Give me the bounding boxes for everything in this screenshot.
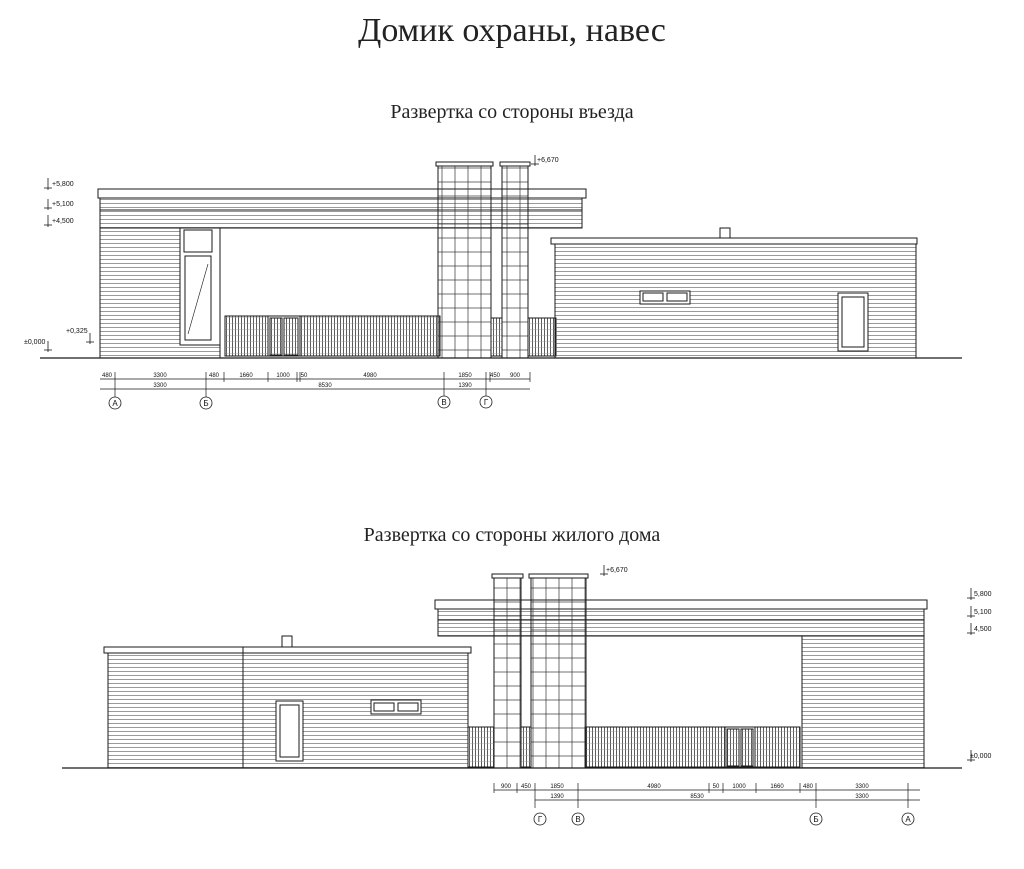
level-label: +6,670 [537, 157, 559, 164]
axis-label: Б [203, 399, 209, 408]
dimension-label: 1390 [550, 794, 564, 800]
fence [585, 727, 800, 767]
dimension-label: 1850 [550, 784, 564, 790]
house-roof [104, 647, 471, 653]
level-label: +4,500 [52, 218, 74, 225]
level-label: +0,325 [66, 328, 88, 335]
axis-label: Г [483, 398, 489, 407]
dimension-label: 1390 [458, 383, 472, 389]
dimension-label: 480 [101, 373, 113, 379]
dimension-label: 1850 [458, 373, 472, 379]
chimney-cap [720, 228, 730, 238]
house-roof [551, 238, 917, 244]
level-label: 5,100 [974, 609, 992, 616]
brick-pillar-2 [502, 164, 528, 358]
dimension-label: 450 [489, 373, 501, 379]
brick-pillar-1 [438, 164, 491, 358]
level-label: 5,800 [974, 591, 992, 598]
dimension-label: 3300 [855, 794, 869, 800]
level-label: +5,100 [52, 201, 74, 208]
dimension-label: 8530 [318, 383, 332, 389]
dimension-label: 480 [802, 784, 814, 790]
axis-label: Б [813, 815, 819, 824]
elevation-house-title: Развертка со стороны жилого дома [363, 524, 661, 546]
axis-label: В [575, 815, 581, 824]
dimension-label: 480 [208, 373, 220, 379]
level-label: ±0,000 [24, 339, 46, 346]
elevation-entrance-title: Развертка со стороны въезда [390, 101, 634, 123]
dimension-label: 50 [300, 373, 308, 379]
brick-pillar-2 [531, 576, 586, 768]
dimension-label: 1000 [732, 784, 746, 790]
level-label: ±0,000 [970, 753, 992, 760]
axis-label: А [112, 399, 118, 408]
dimension-label: 900 [500, 784, 512, 790]
drawing-title: Домик охраны, навес [358, 12, 666, 49]
level-label: +6,670 [606, 567, 628, 574]
dimension-label: 3300 [153, 373, 167, 379]
dimension-label: 1660 [770, 784, 784, 790]
dimension-label: 4980 [363, 373, 377, 379]
axis-label: А [905, 815, 911, 824]
dimension-label: 3300 [153, 383, 167, 389]
fence-left [225, 316, 440, 356]
dimension-label: 1000 [276, 373, 290, 379]
axis-markers-2 [534, 813, 914, 825]
level-label: 4,500 [974, 626, 992, 633]
dimension-label: 50 [712, 784, 720, 790]
guard-house-wall [802, 636, 924, 768]
dimension-label: 4980 [647, 784, 661, 790]
elevation-entrance [40, 162, 962, 358]
axis-markers-1 [109, 396, 492, 409]
brick-pillar-1 [494, 576, 521, 768]
dimension-label: 1660 [239, 373, 253, 379]
fence-right [528, 318, 556, 356]
elevation-house [62, 574, 962, 768]
level-label: +5,800 [52, 181, 74, 188]
dimension-label: 900 [509, 373, 521, 379]
axis-label: В [441, 398, 447, 407]
chimney-cap [282, 636, 292, 647]
dimension-label: 3300 [855, 784, 869, 790]
dimension-label: 8530 [690, 794, 704, 800]
dimension-label: 450 [520, 784, 532, 790]
axis-label: Г [537, 815, 543, 824]
